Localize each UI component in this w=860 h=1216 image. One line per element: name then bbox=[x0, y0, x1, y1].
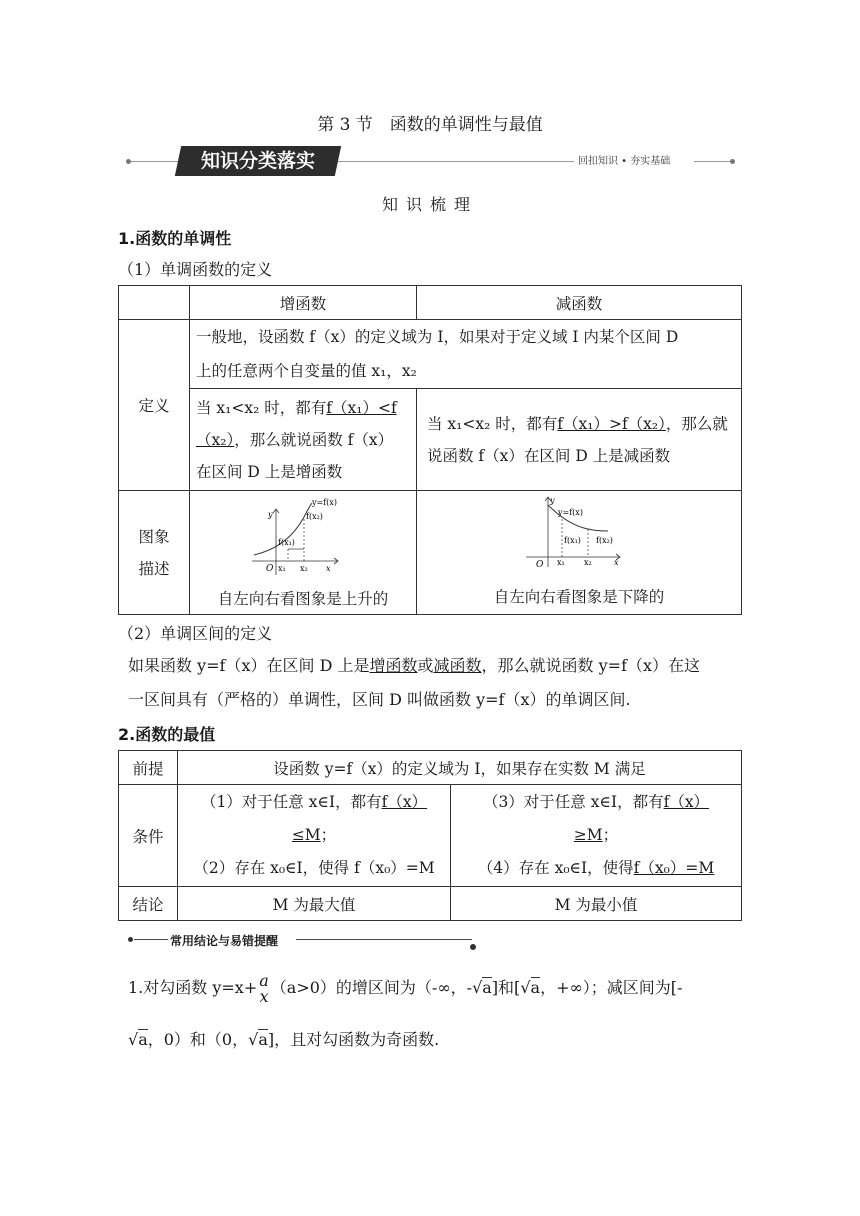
inc-fx1-label: f(x₁) bbox=[278, 538, 295, 547]
p1-decrease: 减函数 bbox=[433, 656, 482, 675]
def-common bbox=[190, 320, 742, 389]
inc-x2-label: x₂ bbox=[300, 564, 308, 573]
monotonic-table bbox=[118, 285, 742, 615]
dec-graph bbox=[524, 493, 634, 581]
frac-den: x bbox=[259, 986, 269, 1006]
sqrt-icon: √ bbox=[520, 978, 531, 997]
dec-x-axis-label: x bbox=[614, 558, 619, 567]
frac-num: a bbox=[259, 970, 269, 990]
corner-cell bbox=[119, 286, 190, 320]
dec-caption: 自左向右看图象是下降的 bbox=[493, 588, 665, 606]
inc-x-axis-label: x bbox=[326, 564, 331, 573]
c3-b: f（x） bbox=[663, 793, 710, 811]
inc-graph-cell bbox=[190, 491, 417, 615]
premise-text: 设函数 y=f（x）的定义域为 I，如果存在实数 M 满足 bbox=[178, 751, 742, 785]
inc-def bbox=[190, 389, 417, 491]
sqrt2-arg: a bbox=[530, 978, 541, 997]
c1-a: （1）对于任意 x∈I，都有 bbox=[200, 793, 382, 811]
note-line-right bbox=[296, 939, 472, 940]
dec-def-cond: f（x₁）>f（x₂） bbox=[557, 414, 666, 433]
inc-caption: 自左向右看图象是上升的 bbox=[217, 590, 389, 608]
sqrt-icon: √ bbox=[248, 1030, 259, 1049]
page-title: 第 3 节 函数的单调性与最值 bbox=[317, 115, 543, 135]
cond-max bbox=[178, 785, 451, 887]
section1-sub1: （1）单调函数的定义 bbox=[118, 260, 273, 279]
c1-d: ； bbox=[320, 826, 337, 844]
inc-graph bbox=[248, 495, 358, 581]
note-line-1 bbox=[128, 972, 682, 1005]
c3-a: （3）对于任意 x∈I，都有 bbox=[482, 793, 664, 811]
banner-line-left bbox=[131, 161, 181, 162]
sqrt1-arg: a bbox=[482, 978, 492, 997]
inc-def-d: ，那么就说函数 f（x） bbox=[234, 430, 394, 449]
row-graph-label-1: 图象 bbox=[138, 527, 170, 546]
section2-heading: 2.函数的最值 bbox=[118, 725, 216, 744]
dec-fx1-label: f(x₁) bbox=[564, 536, 581, 545]
dec-fx2-label: f(x₂) bbox=[596, 536, 613, 545]
premise-label: 前提 bbox=[119, 751, 178, 785]
note-line-2 bbox=[128, 1024, 439, 1056]
inc-origin-label: O bbox=[266, 564, 274, 574]
p1-or: 或 bbox=[417, 656, 434, 675]
dec-x2-label: x₂ bbox=[584, 558, 592, 567]
c1-b: f（x） bbox=[381, 793, 428, 811]
c3-c: ≥M bbox=[573, 826, 603, 844]
subheading: 知识梳理 bbox=[381, 195, 478, 214]
sqrt4-arg: a bbox=[258, 1030, 268, 1049]
note-left-dot bbox=[128, 937, 133, 942]
section-banner: 知识分类落实 bbox=[175, 146, 341, 176]
row-def-label: 定义 bbox=[119, 320, 190, 491]
dec-x1-label: x₁ bbox=[557, 558, 565, 567]
inc-curve-label: y=f(x) bbox=[312, 498, 337, 507]
col-decrease: 减函数 bbox=[417, 286, 742, 320]
dec-origin-label: O bbox=[536, 560, 544, 570]
section1-heading: 1.函数的单调性 bbox=[118, 229, 232, 248]
concl-label: 结论 bbox=[119, 887, 178, 921]
fraction-a-over-x bbox=[259, 970, 269, 1006]
inc-def-a: 当 x₁<x₂ 时，都有 bbox=[196, 398, 327, 417]
inc-def-cond: f（x₁）<f bbox=[326, 398, 397, 417]
p1-b: ，那么就说函数 y=f（x）在这 bbox=[481, 656, 701, 675]
dec-def bbox=[417, 389, 742, 491]
banner-tagline: 回扣知识 • 夯实基础 bbox=[578, 156, 671, 167]
sqrt-icon: √ bbox=[472, 978, 483, 997]
col-increase: 增函数 bbox=[190, 286, 417, 320]
dec-def-d: 说函数 f（x）在区间 D 上是减函数 bbox=[427, 446, 671, 465]
note-right-dot bbox=[470, 944, 476, 950]
section1-sub2: （2）单调区间的定义 bbox=[118, 624, 273, 643]
p1-a: 如果函数 y=f（x）在区间 D 上是 bbox=[128, 656, 370, 675]
p1-increase: 增函数 bbox=[369, 656, 418, 675]
sqrt3-arg: a bbox=[138, 1030, 148, 1049]
dec-graph-cell bbox=[417, 491, 742, 615]
note-l2-a: ，0）和（0， bbox=[147, 1030, 249, 1049]
extremum-table bbox=[118, 750, 742, 921]
inc-def-cond2: （x₂） bbox=[196, 430, 235, 449]
banner-line-right bbox=[694, 161, 730, 162]
inc-def-e: 在区间 D 上是增函数 bbox=[196, 462, 343, 481]
dec-y-axis-label: y bbox=[550, 496, 555, 505]
note-l1-c: ]和[ bbox=[491, 978, 521, 997]
inc-y-axis-label: y bbox=[268, 510, 273, 519]
concl-min: M 为最小值 bbox=[451, 887, 742, 921]
note-line-left bbox=[134, 939, 168, 940]
sqrt-icon: √ bbox=[128, 1030, 139, 1049]
note-l1-a: 1.对勾函数 y=x+ bbox=[128, 978, 258, 997]
c2: （2）存在 x₀∈I，使得 f（x₀）=M bbox=[193, 859, 435, 877]
def-common-line1: 一般地，设函数 f（x）的定义域为 I，如果对于定义域 I 内某个区间 D bbox=[196, 328, 679, 346]
c4-b: f（x₀）=M bbox=[633, 859, 715, 877]
cond-label: 条件 bbox=[119, 785, 178, 887]
dec-curve-label: y=f(x) bbox=[558, 508, 583, 517]
dec-def-a: 当 x₁<x₂ 时，都有 bbox=[427, 414, 558, 433]
note-l1-b: （a>0）的增区间为（-∞，- bbox=[270, 978, 473, 997]
row-graph-label-2: 描述 bbox=[138, 559, 170, 578]
banner-right-dot bbox=[730, 159, 735, 164]
c4-a: （4）存在 x₀∈I，使得 bbox=[477, 859, 634, 877]
note-l2-b: ]，且对勾函数为奇函数. bbox=[267, 1030, 440, 1049]
def-common-line2: 上的任意两个自变量的值 x₁，x₂ bbox=[196, 362, 417, 380]
dec-def-c: ，那么就 bbox=[665, 414, 728, 433]
c1-c: ≤M bbox=[291, 826, 321, 844]
inc-x1-label: x₁ bbox=[278, 564, 286, 573]
note-title: 常用结论与易错提醒 bbox=[170, 934, 279, 948]
inc-fx2-label: f(x₂) bbox=[306, 512, 323, 521]
row-graph-label bbox=[119, 491, 190, 615]
concl-max: M 为最大值 bbox=[178, 887, 451, 921]
banner-line-mid bbox=[338, 161, 574, 162]
section1-para2: 一区间具有（严格的）单调性，区间 D 叫做函数 y=f（x）的单调区间. bbox=[128, 690, 631, 709]
note-l1-d: ，+∞）；减区间为[- bbox=[540, 978, 683, 997]
section1-para1 bbox=[128, 650, 700, 682]
c3-d: ； bbox=[602, 826, 619, 844]
cond-min bbox=[451, 785, 742, 887]
